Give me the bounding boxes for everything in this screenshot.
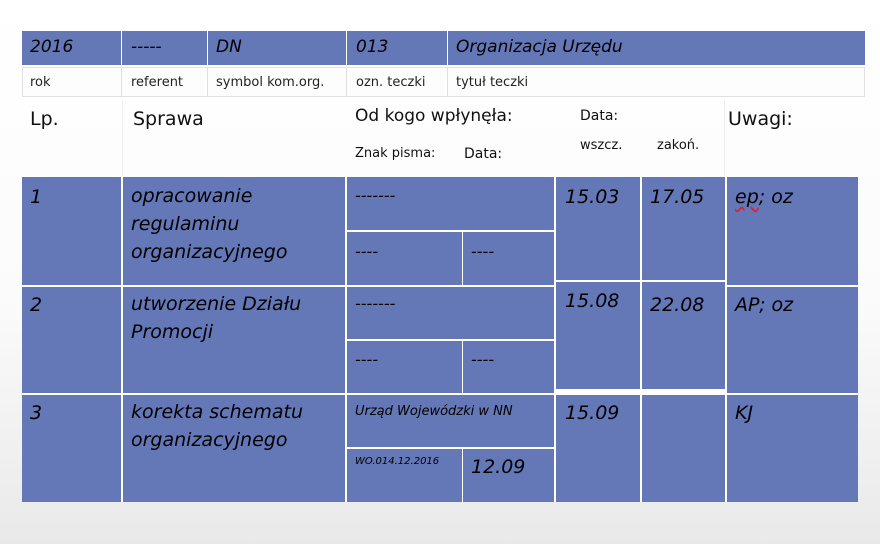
header-sprawa: Sprawa	[133, 108, 204, 130]
row3-notes: KJ	[735, 402, 754, 424]
symbol-value: DN	[216, 37, 242, 57]
row1-ref-date: ----	[471, 242, 495, 261]
row3-lp: 3	[30, 402, 43, 424]
row1-notes-initials: ep	[735, 186, 759, 208]
row1-ref: ----	[355, 242, 379, 261]
referent-value: -----	[131, 37, 162, 57]
file-title-label: tytuł teczki	[456, 75, 529, 90]
divider	[447, 67, 448, 97]
divider	[207, 31, 208, 65]
sub-col-divider	[462, 449, 463, 502]
year-label: rok	[30, 75, 51, 90]
divider	[346, 31, 347, 65]
row-divider	[556, 280, 727, 282]
row1-case: opracowanie regulaminu organizacyjnego	[131, 185, 288, 263]
file-mark-label: ozn. teczki	[356, 75, 426, 90]
divider	[207, 67, 208, 97]
row3-case: korekta schematu organizacyjnego	[131, 401, 303, 451]
symbol-label: symbol kom.org.	[216, 75, 325, 90]
row1-notes-rest: ; oz	[758, 186, 793, 208]
row-divider	[22, 285, 556, 287]
row-divider	[22, 393, 858, 395]
row2-from: -------	[355, 294, 396, 313]
divider	[346, 67, 347, 97]
sub-row-divider	[347, 230, 554, 232]
col-divider	[640, 177, 642, 502]
row1-start: 15.03	[565, 186, 620, 208]
row2-ref-date: ----	[471, 350, 495, 369]
row1-notes	[735, 186, 793, 208]
header-start: wszcz.	[580, 138, 623, 153]
header-from-whom: Od kogo wpłynęła:	[355, 106, 513, 126]
row-divider	[556, 389, 727, 393]
row3-start: 15.09	[565, 402, 620, 424]
header-dates: Data:	[580, 108, 619, 124]
header-divider	[122, 100, 123, 176]
col-divider	[725, 177, 727, 502]
header-letter-ref: Znak pisma:	[355, 146, 436, 161]
sub-row-divider	[347, 447, 554, 449]
divider	[447, 31, 448, 65]
file-mark-value: 013	[356, 37, 389, 57]
col-divider	[121, 177, 123, 502]
header-letter-date: Data:	[464, 146, 503, 162]
row3-ref: WO.014.12.2016	[355, 456, 440, 467]
row2-start: 15.08	[565, 290, 620, 312]
divider	[121, 31, 122, 65]
sub-col-divider	[462, 231, 463, 285]
row2-case: utworzenie Działu Promocji	[131, 293, 302, 343]
row2-lp: 2	[30, 294, 43, 316]
row1-lp: 1	[30, 186, 43, 208]
row2-notes: AP; oz	[735, 294, 794, 316]
divider	[121, 67, 122, 97]
header-notes: Uwagi:	[728, 108, 793, 130]
sub-col-divider	[462, 341, 463, 393]
row3-ref-date: 12.09	[471, 456, 526, 478]
row1-from: -------	[355, 186, 396, 205]
sub-row-divider	[347, 339, 554, 341]
header-end: zakoń.	[657, 138, 700, 153]
row3-from: Urząd Wojewódzki w NN	[355, 404, 513, 419]
referent-label: referent	[131, 75, 184, 90]
row-divider	[727, 285, 858, 287]
file-title-value: Organizacja Urzędu	[456, 37, 623, 57]
col-divider	[554, 177, 556, 502]
row1-end: 17.05	[650, 186, 705, 208]
row2-ref: ----	[355, 350, 379, 369]
header-divider	[724, 100, 725, 176]
header-lp: Lp.	[30, 108, 59, 130]
year-value: 2016	[30, 37, 74, 57]
row2-end: 22.08	[650, 294, 705, 316]
